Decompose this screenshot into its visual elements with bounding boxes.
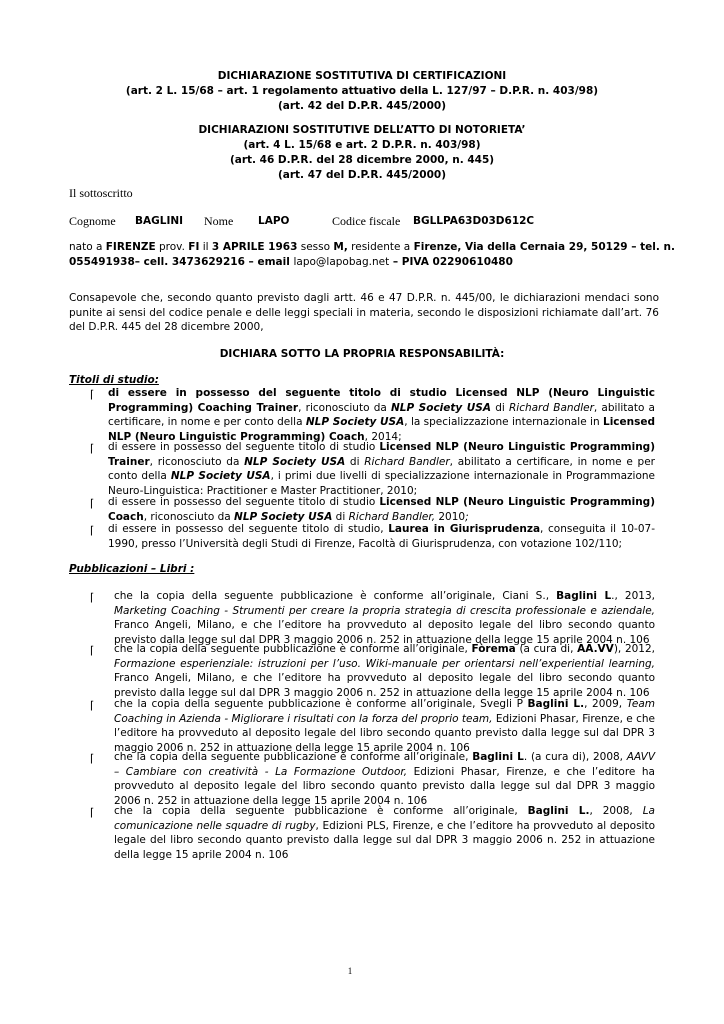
titolo-3-year: 2010: [435, 510, 466, 523]
titolo-3-text: , riconosciuto da: [143, 510, 235, 523]
pub-2-title: Formazione esperienziale: istruzioni per l’uso. Wiki-manuale per orientarsi nell’experiential learning,: [114, 657, 655, 670]
birth-city: FIRENZE: [105, 241, 156, 253]
pub-1-title: Marketing Coaching - Strumenti per creare la propria strategia di crescita professionale e aziendale,: [114, 604, 655, 617]
pubblicazione-item-5: [114, 804, 655, 862]
phone-numbers: 055491938– cell. 3473629216 – email: [69, 255, 294, 268]
birth-date: 3 APRILE 1963: [211, 241, 298, 253]
titolo-1-text: , abilitato a certificare, in nome e per conto della: [108, 401, 655, 428]
header-title-1-line-2: (art. 2 L. 15/68 – art. 1 regolamento attuativo della L. 127/97 – D.P.R. n. 403/98): [125, 85, 599, 97]
nato-a-label: nato a: [69, 241, 106, 253]
titolo-1-society: NLP Society USA: [305, 416, 405, 428]
sesso-value: M,: [333, 241, 348, 253]
pubblicazioni-heading: Pubblicazioni – Libri :: [69, 563, 195, 575]
pub-1-author: Baglini L: [556, 590, 612, 602]
titolo-2-text: di essere in possesso del seguente titolo di studio: [108, 441, 380, 453]
residente-label: residente a: [347, 241, 414, 253]
pub-5-author: Baglini L.: [527, 805, 590, 817]
titolo-1-author: Richard Bandler: [508, 401, 594, 414]
titolo-2-author: Richard Bandler: [364, 455, 450, 468]
residence-address: Firenze, Via della Cernaia 29, 50129 – tel. n.: [413, 241, 675, 253]
pub-1-text: che la copia della seguente pubblicazione è conforme all’originale, Ciani S.,: [114, 590, 557, 602]
titolo-item-1: [108, 386, 655, 444]
email-value: lapo@lapobag.net: [293, 255, 390, 268]
pub-2-author: AA.VV: [577, 643, 614, 655]
pub-2-author: Fòrema: [471, 643, 516, 655]
header-title-1: DICHIARAZIONE SOSTITUTIVA DI CERTIFICAZIONI: [217, 70, 507, 82]
header-title-1-line-3: (art. 42 del D.P.R. 445/2000): [277, 100, 447, 112]
titolo-item-4: [108, 522, 655, 551]
bullet-icon: ⌈: [90, 388, 95, 401]
titolo-item-2: [108, 440, 655, 498]
header-title-2-line-4: (art. 47 del D.P.R. 445/2000): [277, 169, 447, 181]
pub-5-title: La comunicazione nelle squadre di rugby: [114, 805, 655, 832]
pub-1-text: ., 2013,: [611, 590, 655, 602]
pub-3-text: che la copia della seguente pubblicazione è conforme all’originale, Svegli P: [114, 698, 528, 710]
titolo-2-society: NLP Society USA: [170, 470, 271, 482]
pub-4-author: Baglini L: [472, 751, 524, 763]
bullet-icon: ⌈: [90, 497, 95, 510]
prov-value: FI: [188, 241, 200, 253]
bullet-icon: ⌈: [90, 644, 95, 657]
prov-label: prov.: [155, 241, 189, 253]
il-label: il: [199, 241, 212, 253]
pub-5-text: , 2008,: [589, 805, 643, 817]
nome-label: Nome: [204, 214, 234, 228]
page-number: 1: [347, 966, 353, 976]
pub-3-text: Edizioni Phasar, Firenze, e che l’editore ha provveduto al deposito legale del libro secondo quanto previsto dalla legge sul dal DPR 3 maggio 2006 n. 252 in attuazione della legge 15 aprile 2004 n. 106: [114, 712, 655, 754]
birth-residence-info: [69, 240, 675, 269]
titolo-4-text: di essere in possesso del seguente titolo di studio,: [108, 523, 389, 535]
pubblicazione-item-1: [114, 589, 655, 647]
header-title-2-line-2: (art. 4 L. 15/68 e art. 2 D.P.R. n. 403/98): [243, 139, 481, 151]
codice-fiscale-label: Codice fiscale: [332, 214, 401, 228]
titolo-3-text: ;: [465, 510, 469, 523]
nome-value: LAPO: [258, 215, 290, 227]
titolo-1-text: di: [491, 401, 509, 414]
titolo-3-text: di: [332, 510, 349, 523]
pub-3-text: , 2009,: [584, 698, 627, 710]
dash-separator: –: [389, 255, 402, 268]
titolo-2-text: , i primi due livelli di specializzazione internazionale in Programmazione Neuro-Linguistica: Practitioner e Master Practitioner, 2010;: [108, 470, 655, 497]
titolo-3-text: di essere in possesso del seguente titolo di studio: [108, 496, 380, 508]
pub-5-text: che la copia della seguente pubblicazione è conforme all’originale,: [114, 805, 528, 817]
pub-3-author: Baglini L.: [527, 698, 585, 710]
titolo-1-year: , 2014;: [364, 430, 402, 443]
header-notorieta: [60, 123, 664, 183]
codice-fiscale-value: BGLLPA63D03D612C: [413, 215, 535, 227]
awareness-paragraph: Consapevole che, secondo quanto previsto dagli artt. 46 e 47 D.P.R. n. 445/00, le dichiarazioni mendaci sono punite ai sensi del codice penale e delle leggi speciali in materia, secondo le disposizioni richiamate dall’art. 76 del D.P.R. 445 del 28 dicembre 2000,: [69, 292, 659, 333]
bullet-icon: ⌈: [90, 752, 95, 765]
titolo-4-title: Laurea in Giurisprudenza: [388, 523, 541, 535]
pubblicazione-item-3: [114, 697, 655, 755]
header-title-2: DICHIARAZIONI SOSTITUTIVE DELL’ATTO DI NOTORIETA’: [198, 124, 526, 136]
bullet-icon: ⌈: [90, 524, 95, 537]
header-certificazioni: [60, 69, 664, 114]
titolo-1-society: NLP Society USA: [391, 401, 491, 414]
pub-4-text: che la copia della seguente pubblicazione è conforme all’originale,: [114, 751, 473, 763]
sesso-label: sesso: [297, 241, 334, 253]
pub-2-text: (a cura di,: [515, 643, 578, 655]
titolo-4-text: , conseguita il 10-07-1990, presso l’Università degli Studi di Firenze, Facoltà di Giurisprudenza, con votazione 102/110;: [108, 523, 655, 550]
pub-1-text: Franco Angeli, Milano, e che l’editore ha provveduto al deposito legale del libro secondo quanto previsto dalla legge sul dal DPR 3 maggio 2006 n. 252 in attuazione della legge 15 aprile 2004 n. 106: [114, 619, 655, 646]
pub-5-text: , Edizioni PLS, Firenze, e che l’editore ha provveduto al deposito legale del libro secondo quanto previsto dalla legge sul dal DPR 3 maggio 2006 n. 252 in attuazione della legge 15 aprile 2004 n. 106: [114, 819, 655, 861]
titolo-2-title: Licensed NLP (Neuro Linguistic Programming) Trainer: [108, 441, 655, 468]
titolo-1-specialization: Licensed NLP (Neuro Linguistic Programming) Coach: [108, 416, 655, 443]
pub-4-text: Edizioni Phasar, Firenze, e che l’editore ha provveduto al deposito legale del libro secondo quanto previsto dalla legge sul dal DPR 3 maggio 2006 n. 252 in attuazione della legge 15 aprile 2004 n. 106: [114, 765, 655, 807]
titolo-2-text: , abilitato a certificare, in nome e per conto della: [108, 455, 655, 482]
titolo-2-society: NLP Society USA: [244, 455, 346, 468]
titolo-2-text: di: [345, 455, 365, 468]
header-title-2-line-3: (art. 46 D.P.R. del 28 dicembre 2000, n. 445): [229, 154, 495, 166]
titolo-3-author: Richard Bandler,: [348, 510, 436, 523]
cognome-value: BAGLINI: [135, 215, 184, 227]
declares-heading: DICHIARA SOTTO LA PROPRIA RESPONSABILITÀ:: [219, 348, 505, 360]
pub-2-text: ), 2012,: [613, 643, 656, 655]
titoli-heading: Titoli di studio:: [69, 374, 159, 386]
pub-2-text: Franco Angeli, Milano, e che l’editore ha provveduto al deposito legale del libro secondo quanto previsto dalla legge sul dal DPR 3 maggio 2006 n. 252 in attuazione della legge 15 aprile 2004 n. 106: [114, 672, 655, 699]
titolo-1-text: , la specializzazione internazionale in: [404, 416, 603, 428]
titolo-3-title: Licensed NLP (Neuro Linguistic Programming) Coach: [108, 496, 655, 523]
pub-4-text: . (a cura di), 2008,: [523, 751, 627, 763]
titolo-3-society: NLP Society USA: [234, 510, 333, 523]
titolo-1-title: di essere in possesso del seguente titolo di studio Licensed NLP (Neuro Linguistic Programming) Coaching Trainer: [108, 387, 655, 414]
declarant-intro: Il sottoscritto: [69, 186, 133, 200]
cognome-label: Cognome: [69, 214, 116, 228]
piva-value: PIVA 02290610480: [401, 255, 513, 268]
titolo-item-3: [108, 495, 655, 524]
pubblicazione-item-4: [114, 750, 655, 808]
bullet-icon: ⌈: [90, 699, 95, 712]
pub-2-text: che la copia della seguente pubblicazione è conforme all’originale,: [114, 643, 472, 655]
pub-4-title: AAVV – Cambiare con creatività - La Formazione Outdoor,: [114, 751, 656, 778]
pubblicazione-item-2: [114, 642, 655, 700]
bullet-icon: ⌈: [90, 442, 95, 455]
bullet-icon: ⌈: [90, 591, 95, 604]
titolo-1-text: , riconosciuto da: [298, 401, 391, 414]
titolo-2-text: , riconosciuto da: [149, 455, 245, 468]
pub-3-title: Team Coaching in Azienda - Migliorare i risultati con la forza del proprio team,: [114, 698, 655, 725]
bullet-icon: ⌈: [90, 806, 95, 819]
